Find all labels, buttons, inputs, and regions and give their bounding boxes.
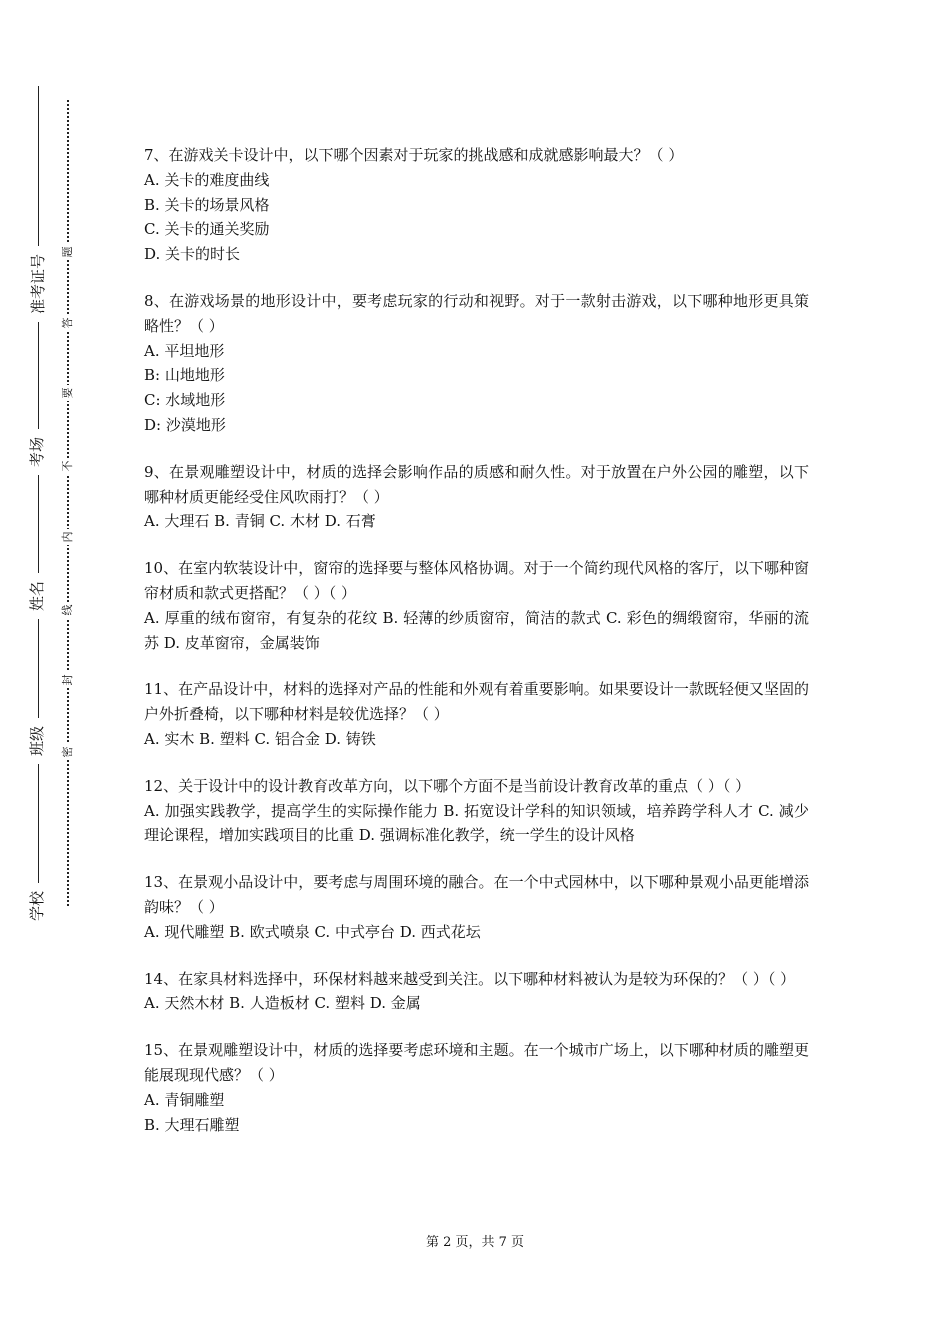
option-a: A. 青铜雕塑 <box>144 1090 225 1109</box>
question-12 <box>144 774 809 848</box>
question-stem: 7、在游戏关卡设计中，以下哪个因素对于玩家的挑战感和成就感影响最大？（ ） <box>144 146 684 164</box>
seal-char: 题 <box>62 244 74 260</box>
question-stem: 9、在景观雕塑设计中，材质的选择会影响作品的质感和耐久性。对于放置在户外公园的雕塑，以下哪种材质更能经受住风吹雨打？（ ） <box>144 462 809 506</box>
option-c: C: 水域地形 <box>144 391 226 410</box>
question-9 <box>144 460 809 534</box>
question-15 <box>144 1038 809 1137</box>
seal-char: 要 <box>62 385 74 401</box>
binding-dotted-seal-line <box>67 100 69 906</box>
binding-solid-line <box>38 86 39 922</box>
options-line: A. 现代雕塑 B. 欧式喷泉 C. 中式亭台 D. 西式花坛 <box>144 922 481 941</box>
seal-char: 密 <box>62 744 74 760</box>
question-stem: 15、在景观雕塑设计中，材质的选择要考虑环境和主题。在一个城市广场上，以下哪种材质的雕塑更能展现现代感？（ ） <box>144 1041 809 1084</box>
seal-char: 不 <box>62 458 74 474</box>
option-d: D. 关卡的时长 <box>144 245 241 264</box>
option-a: A. 平坦地形 <box>144 341 225 360</box>
question-13 <box>144 870 809 944</box>
seal-char: 线 <box>62 602 74 618</box>
question-stem: 14、在家具材料选择中，环保材料越来越受到关注。以下哪种材料被认为是较为环保的？（ ）（ ） <box>144 969 796 988</box>
questions-list <box>144 143 809 1159</box>
field-class-label: 班级 <box>29 718 45 764</box>
question-stem: 13、在景观小品设计中，要考虑与周围环境的融合。在一个中式园林中，以下哪种景观小品更能增添韵味？（ ） <box>144 873 809 916</box>
question-11 <box>144 677 809 751</box>
options-line: A. 大理石 B. 青铜 C. 木材 D. 石膏 <box>144 512 376 531</box>
options-line: A. 实木 B. 塑料 C. 铝合金 D. 铸铁 <box>144 729 376 748</box>
option-b: B: 山地地形 <box>144 366 225 385</box>
option-c: C. 关卡的通关奖励 <box>144 220 270 239</box>
question-stem: 10、在室内软装设计中，窗帘的选择要与整体风格协调。对于一个简约现代风格的客厅，以下哪种窗帘材质和款式更搭配？（ ）（ ） <box>144 559 809 602</box>
question-8 <box>144 289 809 438</box>
question-10 <box>144 556 809 655</box>
options-line: A. 加强实践教学，提高学生的实际操作能力 B. 拓宽设计学科的知识领域，培养跨学科人才 C. 减少理论课程，增加实践项目的比重 D. 强调标准化教学，统一学生的设计风格 <box>144 801 809 845</box>
seal-char: 内 <box>62 529 74 545</box>
seal-char: 答 <box>62 315 74 331</box>
option-b: B. 关卡的场景风格 <box>144 195 270 214</box>
binding-margin <box>0 0 100 1344</box>
option-b: B. 大理石雕塑 <box>144 1115 240 1134</box>
page-footer: 第 2 页，共 7 页 <box>425 1235 525 1250</box>
question-stem: 8、在游戏场景的地形设计中，要考虑玩家的行动和视野。对于一款射击游戏，以下哪种地形更具策略性？（ ） <box>144 291 809 335</box>
field-exam-number-label: 准考证号 <box>30 246 46 322</box>
field-room-label: 考场 <box>29 429 45 475</box>
options-line: A. 天然木材 B. 人造板材 C. 塑料 D. 金属 <box>144 994 421 1013</box>
field-name-label: 姓名 <box>29 573 45 619</box>
question-14 <box>144 967 809 1017</box>
seal-char: 封 <box>62 672 74 688</box>
options-line: A. 厚重的绒布窗帘，有复杂的花纹 B. 轻薄的纱质窗帘，简洁的款式 C. 彩色的绸缎窗帘，华丽的流苏 D. 皮革窗帘，金属装饰 <box>144 608 809 652</box>
option-a: A. 关卡的难度曲线 <box>144 170 270 189</box>
question-7 <box>144 143 809 267</box>
question-stem: 11、在产品设计中，材料的选择对产品的性能和外观有着重要影响。如果要设计一款既轻便又坚固的户外折叠椅，以下哪种材料是较优选择？（ ） <box>144 680 809 724</box>
option-d: D: 沙漠地形 <box>144 415 226 434</box>
field-school-label: 学校 <box>29 883 45 929</box>
question-stem: 12、关于设计中的设计教育改革方向，以下哪个方面不是当前设计教育改革的重点（ ）（ ） <box>144 776 751 795</box>
